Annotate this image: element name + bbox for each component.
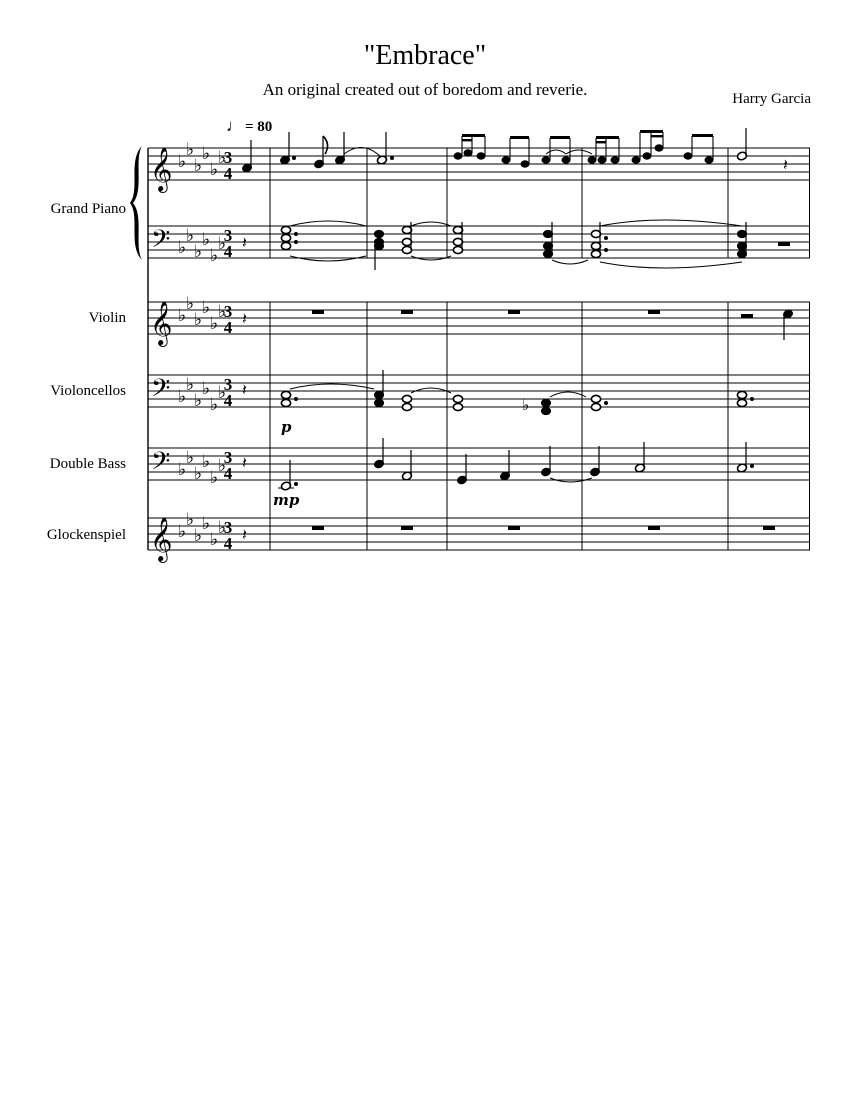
key-signature-flat-icon	[178, 510, 226, 550]
note	[588, 157, 596, 163]
svg-text:♭: ♭	[178, 306, 187, 326]
svg-text:4: 4	[223, 391, 233, 410]
half-rest-icon	[741, 314, 753, 318]
violoncellos-notes	[242, 370, 754, 436]
chord	[281, 384, 374, 407]
chord	[453, 222, 462, 254]
whole-rest-icon	[648, 526, 660, 530]
svg-text:4: 4	[223, 464, 233, 483]
composer-name: Harry Garcia	[732, 91, 811, 107]
svg-text:3: 3	[223, 302, 233, 321]
bass-clef-icon: 𝄢	[151, 374, 171, 409]
key-signatures	[178, 140, 226, 550]
quarter-rest-icon: 𝄽	[783, 155, 788, 174]
whole-rest-icon	[763, 526, 775, 530]
piano-bass-notes	[242, 220, 790, 270]
measure-barlines	[270, 148, 810, 550]
svg-text:♭: ♭	[186, 294, 195, 314]
whole-rest-icon	[312, 310, 324, 314]
beam	[596, 141, 606, 143]
svg-text:♭: ♭	[186, 226, 195, 246]
whole-rest-icon	[508, 310, 520, 314]
svg-text:♭: ♭	[178, 152, 187, 172]
quarter-note-icon: ♩	[226, 116, 243, 135]
key-signature-flat-icon	[178, 448, 226, 488]
whole-rest-icon	[508, 526, 520, 530]
bass-clef-icon: 𝄢	[151, 225, 171, 260]
sixteenth-group	[588, 136, 619, 163]
beam	[640, 130, 663, 133]
quarter-rest-icon: 𝄽	[242, 525, 247, 544]
note	[611, 157, 619, 163]
svg-text:♭: ♭	[178, 522, 187, 542]
note	[454, 153, 462, 159]
dot	[293, 157, 296, 160]
note	[655, 145, 663, 151]
time-signature	[224, 448, 233, 483]
svg-text:♭: ♭	[186, 448, 195, 468]
svg-text:3: 3	[223, 226, 233, 245]
svg-text:♭: ♭	[194, 526, 203, 546]
note	[502, 157, 510, 163]
svg-text:♭: ♭	[202, 379, 211, 399]
dot	[391, 157, 394, 160]
chord	[453, 395, 462, 410]
svg-text:3: 3	[223, 375, 233, 394]
chord	[541, 392, 586, 415]
svg-text:♭: ♭	[194, 464, 203, 484]
svg-text:♭: ♭	[202, 144, 211, 164]
svg-text:♭: ♭	[186, 140, 195, 160]
svg-text:♭: ♭	[210, 314, 219, 334]
svg-text:3: 3	[223, 148, 233, 167]
svg-text:♭: ♭	[210, 160, 219, 180]
time-signature	[224, 302, 233, 337]
dynamic-marking: mp	[273, 491, 300, 509]
treble-clef-icon: 𝄞	[150, 147, 173, 191]
instrument-label-double-bass: Double Bass	[49, 456, 126, 472]
note	[562, 157, 570, 163]
key-signature-flat-icon	[178, 140, 226, 180]
chord	[281, 221, 366, 261]
beam	[651, 135, 663, 137]
svg-text:♭: ♭	[218, 456, 227, 476]
beam	[692, 134, 713, 137]
svg-text:♭: ♭	[218, 383, 227, 403]
note	[464, 150, 472, 156]
sixteenth-group	[454, 134, 485, 159]
note-flag	[323, 136, 328, 154]
note	[542, 157, 550, 163]
svg-text:♭: ♭	[210, 395, 219, 415]
chord	[737, 222, 746, 258]
svg-text:♭: ♭	[178, 238, 187, 258]
svg-text:♭: ♭	[210, 246, 219, 266]
svg-text:4: 4	[223, 534, 233, 553]
tie	[546, 150, 566, 154]
note	[632, 157, 640, 163]
quarter-rest-icon: 𝄽	[242, 380, 247, 399]
svg-text:♭: ♭	[218, 234, 227, 254]
instrument-label-violin: Violin	[88, 310, 126, 326]
treble-clef-icon: 𝄞	[150, 301, 173, 345]
instrument-label-glockenspiel: Glockenspiel	[46, 527, 126, 543]
tie	[344, 147, 380, 156]
svg-text:♭: ♭	[218, 518, 227, 538]
svg-text:♭: ♭	[202, 514, 211, 534]
quarter-rest-icon: 𝄽	[242, 453, 247, 472]
half-rest-icon	[778, 242, 790, 246]
svg-text:♭: ♭	[186, 375, 195, 395]
time-signature	[224, 518, 233, 553]
quarter-rest-icon: 𝄽	[242, 309, 247, 328]
svg-text:♭: ♭	[202, 230, 211, 250]
time-signature	[224, 226, 233, 261]
svg-text:♭: ♭	[210, 530, 219, 550]
staff-glockenspiel	[148, 518, 810, 550]
violin-notes	[242, 309, 794, 340]
svg-text:4: 4	[223, 242, 233, 261]
beam	[462, 134, 485, 137]
staff-lines	[148, 148, 810, 550]
svg-text:♭: ♭	[210, 468, 219, 488]
piano-treble-notes	[241, 128, 788, 174]
svg-text:♭: ♭	[194, 242, 203, 262]
svg-text:♭: ♭	[178, 387, 187, 407]
flat-accidental-icon: ♭	[522, 396, 530, 414]
beam	[550, 136, 570, 139]
staff-violoncellos	[148, 375, 810, 407]
whole-rest-icon	[648, 310, 660, 314]
chord	[402, 222, 451, 260]
eighth-group	[542, 136, 592, 163]
score-subtitle: An original created out of boredom and reverie.	[262, 80, 588, 99]
key-signature-flat-icon	[178, 226, 226, 266]
note	[705, 157, 713, 163]
dot	[751, 465, 754, 468]
svg-text:♭: ♭	[202, 452, 211, 472]
chord	[591, 220, 742, 268]
svg-text:♭: ♭	[194, 391, 203, 411]
instrument-label-violoncellos: Violoncellos	[50, 383, 126, 399]
staff-double-bass	[148, 448, 810, 480]
beam	[596, 136, 619, 139]
svg-text:♭: ♭	[178, 460, 187, 480]
instrument-label-grand-piano: Grand Piano	[50, 201, 126, 217]
note	[643, 153, 651, 159]
note	[521, 161, 529, 167]
staff-piano-bass	[148, 226, 810, 258]
dynamic-marking: p	[281, 418, 292, 436]
key-signature-flat-icon	[178, 375, 226, 415]
bass-clef-icon: 𝄢	[151, 447, 171, 482]
beam	[510, 136, 529, 139]
svg-text:4: 4	[223, 164, 233, 183]
note	[598, 157, 606, 163]
svg-text:3: 3	[223, 518, 233, 537]
svg-text:♭: ♭	[218, 302, 227, 322]
dot	[295, 483, 298, 486]
note	[477, 153, 485, 159]
chord	[591, 395, 607, 410]
beam	[462, 139, 472, 141]
key-signature-flat-icon	[178, 294, 226, 334]
treble-clef-icon: 𝄞	[150, 517, 173, 561]
eighth-group	[502, 136, 529, 167]
tempo-value: = 80	[245, 119, 273, 135]
whole-rest-icon	[401, 526, 413, 530]
score-title: "Embrace"	[363, 40, 487, 71]
time-signature	[224, 148, 233, 183]
piano-brace	[130, 146, 142, 260]
whole-rest-icon	[312, 526, 324, 530]
quarter-rest-icon: 𝄽	[242, 233, 247, 252]
time-signature	[224, 375, 233, 410]
eighth-group	[684, 134, 713, 163]
sixteenth-group	[632, 130, 663, 163]
svg-text:♭: ♭	[194, 310, 203, 330]
svg-text:♭: ♭	[202, 298, 211, 318]
svg-text:♭: ♭	[218, 148, 227, 168]
note	[684, 153, 692, 159]
svg-text:4: 4	[223, 318, 233, 337]
svg-text:♭: ♭	[186, 510, 195, 530]
double-bass-notes	[242, 438, 754, 509]
staff-violin	[148, 302, 810, 334]
whole-rest-icon	[401, 310, 413, 314]
svg-text:3: 3	[223, 448, 233, 467]
svg-text:♭: ♭	[194, 156, 203, 176]
